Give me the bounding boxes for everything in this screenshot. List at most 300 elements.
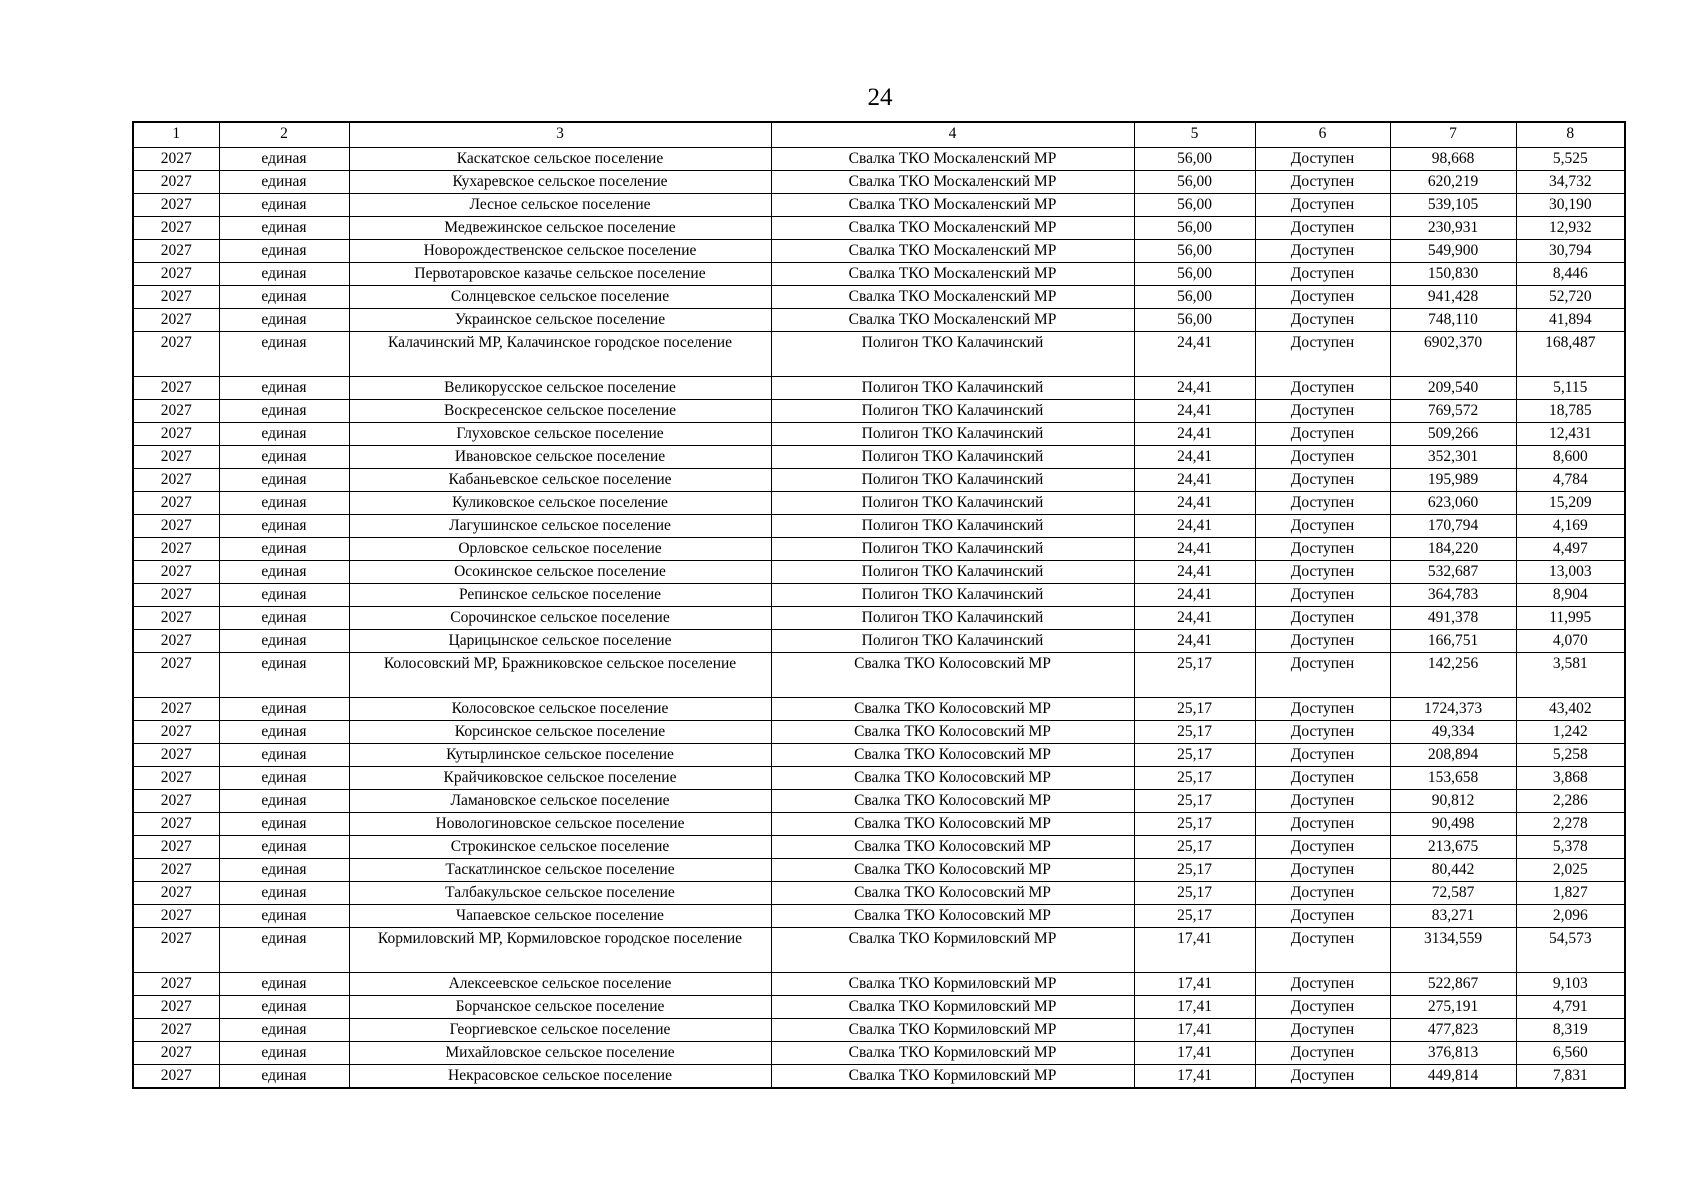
facility-cell: Свалка ТКО Колосовский МР	[771, 836, 1134, 859]
mass-cell: 5,378	[1516, 836, 1625, 859]
mass-cell: 15,209	[1516, 492, 1625, 515]
year-cell: 2027	[133, 240, 219, 263]
distance-cell: 56,00	[1134, 217, 1255, 240]
mass-cell: 13,003	[1516, 561, 1625, 584]
mass-cell: 30,794	[1516, 240, 1625, 263]
table-row	[133, 973, 1625, 996]
settlement-cell: Новорождественское сельское поселение	[349, 240, 771, 263]
settlement-cell: Царицынское сельское поселение	[349, 630, 771, 653]
distance-cell: 25,17	[1134, 882, 1255, 905]
year-cell: 2027	[133, 607, 219, 630]
facility-cell: Свалка ТКО Колосовский МР	[771, 721, 1134, 744]
year-cell: 2027	[133, 790, 219, 813]
volume-cell: 477,823	[1390, 1019, 1516, 1042]
settlement-cell: Крайчиковское сельское поселение	[349, 767, 771, 790]
distance-cell: 56,00	[1134, 263, 1255, 286]
status-cell: Доступен	[1255, 584, 1390, 607]
type-cell: единая	[219, 744, 349, 767]
mass-cell: 8,600	[1516, 446, 1625, 469]
table-row	[133, 928, 1625, 973]
mass-cell: 30,190	[1516, 194, 1625, 217]
mass-cell: 1,242	[1516, 721, 1625, 744]
facility-cell: Свалка ТКО Кормиловский МР	[771, 973, 1134, 996]
settlement-cell: Строкинское сельское поселение	[349, 836, 771, 859]
year-cell: 2027	[133, 630, 219, 653]
type-cell: единая	[219, 492, 349, 515]
volume-cell: 153,658	[1390, 767, 1516, 790]
status-cell: Доступен	[1255, 377, 1390, 400]
distance-cell: 24,41	[1134, 630, 1255, 653]
data-table	[132, 121, 1626, 1089]
facility-cell: Свалка ТКО Колосовский МР	[771, 905, 1134, 928]
mass-cell: 8,446	[1516, 263, 1625, 286]
table-row	[133, 836, 1625, 859]
mass-cell: 5,115	[1516, 377, 1625, 400]
settlement-cell: Каскатское сельское поселение	[349, 148, 771, 171]
table-row	[133, 767, 1625, 790]
status-cell: Доступен	[1255, 423, 1390, 446]
year-cell: 2027	[133, 515, 219, 538]
page-number: 24	[867, 84, 893, 111]
distance-cell: 24,41	[1134, 423, 1255, 446]
type-cell: единая	[219, 790, 349, 813]
volume-cell: 98,668	[1390, 148, 1516, 171]
table-row	[133, 309, 1625, 332]
settlement-cell: Алексеевское сельское поселение	[349, 973, 771, 996]
volume-cell: 49,334	[1390, 721, 1516, 744]
settlement-cell: Сорочинское сельское поселение	[349, 607, 771, 630]
table-row	[133, 744, 1625, 767]
year-cell: 2027	[133, 1042, 219, 1065]
facility-cell: Свалка ТКО Кормиловский МР	[771, 996, 1134, 1019]
table-row	[133, 790, 1625, 813]
facility-cell: Свалка ТКО Кормиловский МР	[771, 928, 1134, 973]
volume-cell: 3134,559	[1390, 928, 1516, 973]
volume-cell: 230,931	[1390, 217, 1516, 240]
year-cell: 2027	[133, 744, 219, 767]
volume-cell: 376,813	[1390, 1042, 1516, 1065]
table-row	[133, 698, 1625, 721]
type-cell: единая	[219, 813, 349, 836]
distance-cell: 56,00	[1134, 148, 1255, 171]
year-cell: 2027	[133, 286, 219, 309]
volume-cell: 166,751	[1390, 630, 1516, 653]
status-cell: Доступен	[1255, 515, 1390, 538]
distance-cell: 17,41	[1134, 928, 1255, 973]
status-cell: Доступен	[1255, 309, 1390, 332]
distance-cell: 25,17	[1134, 744, 1255, 767]
table-row	[133, 859, 1625, 882]
table-row	[133, 400, 1625, 423]
settlement-cell: Кормиловский МР, Кормиловское городское поселение	[349, 928, 771, 973]
mass-cell: 18,785	[1516, 400, 1625, 423]
table-row	[133, 446, 1625, 469]
distance-cell: 56,00	[1134, 240, 1255, 263]
table-body	[133, 148, 1625, 1089]
facility-cell: Свалка ТКО Колосовский МР	[771, 653, 1134, 698]
status-cell: Доступен	[1255, 538, 1390, 561]
table-row	[133, 721, 1625, 744]
volume-cell: 195,989	[1390, 469, 1516, 492]
mass-cell: 4,070	[1516, 630, 1625, 653]
status-cell: Доступен	[1255, 698, 1390, 721]
type-cell: единая	[219, 377, 349, 400]
column-header: 8	[1516, 122, 1625, 148]
distance-cell: 25,17	[1134, 859, 1255, 882]
mass-cell: 12,431	[1516, 423, 1625, 446]
settlement-cell: Репинское сельское поселение	[349, 584, 771, 607]
year-cell: 2027	[133, 836, 219, 859]
distance-cell: 17,41	[1134, 996, 1255, 1019]
status-cell: Доступен	[1255, 446, 1390, 469]
settlement-cell: Некрасовское сельское поселение	[349, 1065, 771, 1089]
status-cell: Доступен	[1255, 630, 1390, 653]
mass-cell: 34,732	[1516, 171, 1625, 194]
facility-cell: Свалка ТКО Колосовский МР	[771, 744, 1134, 767]
mass-cell: 8,904	[1516, 584, 1625, 607]
settlement-cell: Ивановское сельское поселение	[349, 446, 771, 469]
status-cell: Доступен	[1255, 492, 1390, 515]
distance-cell: 24,41	[1134, 446, 1255, 469]
mass-cell: 11,995	[1516, 607, 1625, 630]
facility-cell: Свалка ТКО Москаленский МР	[771, 263, 1134, 286]
settlement-cell: Осокинское сельское поселение	[349, 561, 771, 584]
volume-cell: 90,498	[1390, 813, 1516, 836]
facility-cell: Свалка ТКО Кормиловский МР	[771, 1042, 1134, 1065]
status-cell: Доступен	[1255, 607, 1390, 630]
type-cell: единая	[219, 446, 349, 469]
volume-cell: 539,105	[1390, 194, 1516, 217]
facility-cell: Свалка ТКО Колосовский МР	[771, 767, 1134, 790]
year-cell: 2027	[133, 721, 219, 744]
mass-cell: 4,791	[1516, 996, 1625, 1019]
type-cell: единая	[219, 1065, 349, 1089]
volume-cell: 491,378	[1390, 607, 1516, 630]
distance-cell: 24,41	[1134, 538, 1255, 561]
facility-cell: Свалка ТКО Колосовский МР	[771, 882, 1134, 905]
year-cell: 2027	[133, 928, 219, 973]
table-header-row	[133, 122, 1625, 148]
distance-cell: 25,17	[1134, 698, 1255, 721]
column-header: 2	[219, 122, 349, 148]
settlement-cell: Орловское сельское поселение	[349, 538, 771, 561]
facility-cell: Свалка ТКО Колосовский МР	[771, 790, 1134, 813]
distance-cell: 25,17	[1134, 790, 1255, 813]
settlement-cell: Новологиновское сельское поселение	[349, 813, 771, 836]
volume-cell: 213,675	[1390, 836, 1516, 859]
distance-cell: 24,41	[1134, 492, 1255, 515]
settlement-cell: Лагушинское сельское поселение	[349, 515, 771, 538]
status-cell: Доступен	[1255, 194, 1390, 217]
table-row	[133, 607, 1625, 630]
facility-cell: Свалка ТКО Колосовский МР	[771, 813, 1134, 836]
year-cell: 2027	[133, 263, 219, 286]
year-cell: 2027	[133, 148, 219, 171]
year-cell: 2027	[133, 996, 219, 1019]
table-row	[133, 263, 1625, 286]
year-cell: 2027	[133, 653, 219, 698]
type-cell: единая	[219, 630, 349, 653]
year-cell: 2027	[133, 584, 219, 607]
mass-cell: 168,487	[1516, 332, 1625, 377]
distance-cell: 25,17	[1134, 721, 1255, 744]
year-cell: 2027	[133, 171, 219, 194]
facility-cell: Полигон ТКО Калачинский	[771, 492, 1134, 515]
table-row	[133, 469, 1625, 492]
volume-cell: 184,220	[1390, 538, 1516, 561]
volume-cell: 941,428	[1390, 286, 1516, 309]
year-cell: 2027	[133, 859, 219, 882]
settlement-cell: Воскресенское сельское поселение	[349, 400, 771, 423]
distance-cell: 24,41	[1134, 400, 1255, 423]
distance-cell: 56,00	[1134, 286, 1255, 309]
distance-cell: 25,17	[1134, 836, 1255, 859]
mass-cell: 8,319	[1516, 1019, 1625, 1042]
settlement-cell: Украинское сельское поселение	[349, 309, 771, 332]
volume-cell: 620,219	[1390, 171, 1516, 194]
mass-cell: 54,573	[1516, 928, 1625, 973]
table-row	[133, 630, 1625, 653]
year-cell: 2027	[133, 400, 219, 423]
type-cell: единая	[219, 973, 349, 996]
status-cell: Доступен	[1255, 1019, 1390, 1042]
mass-cell: 12,932	[1516, 217, 1625, 240]
mass-cell: 2,096	[1516, 905, 1625, 928]
settlement-cell: Ламановское сельское поселение	[349, 790, 771, 813]
type-cell: единая	[219, 996, 349, 1019]
column-header: 5	[1134, 122, 1255, 148]
type-cell: единая	[219, 217, 349, 240]
settlement-cell: Корсинское сельское поселение	[349, 721, 771, 744]
facility-cell: Полигон ТКО Калачинский	[771, 561, 1134, 584]
mass-cell: 5,258	[1516, 744, 1625, 767]
type-cell: единая	[219, 423, 349, 446]
column-header: 3	[349, 122, 771, 148]
table-row	[133, 515, 1625, 538]
settlement-cell: Колосовское сельское поселение	[349, 698, 771, 721]
year-cell: 2027	[133, 882, 219, 905]
mass-cell: 4,169	[1516, 515, 1625, 538]
facility-cell: Свалка ТКО Москаленский МР	[771, 240, 1134, 263]
table-row	[133, 1065, 1625, 1089]
status-cell: Доступен	[1255, 148, 1390, 171]
facility-cell: Свалка ТКО Москаленский МР	[771, 194, 1134, 217]
year-cell: 2027	[133, 217, 219, 240]
year-cell: 2027	[133, 377, 219, 400]
facility-cell: Свалка ТКО Москаленский МР	[771, 309, 1134, 332]
type-cell: единая	[219, 928, 349, 973]
settlement-cell: Калачинский МР, Калачинское городское поселение	[349, 332, 771, 377]
distance-cell: 24,41	[1134, 377, 1255, 400]
type-cell: единая	[219, 653, 349, 698]
settlement-cell: Таскатлинское сельское поселение	[349, 859, 771, 882]
volume-cell: 6902,370	[1390, 332, 1516, 377]
settlement-cell: Кабаньевское сельское поселение	[349, 469, 771, 492]
distance-cell: 56,00	[1134, 194, 1255, 217]
status-cell: Доступен	[1255, 171, 1390, 194]
facility-cell: Свалка ТКО Кормиловский МР	[771, 1065, 1134, 1089]
table-row	[133, 905, 1625, 928]
volume-cell: 748,110	[1390, 309, 1516, 332]
type-cell: единая	[219, 194, 349, 217]
table-row	[133, 492, 1625, 515]
type-cell: единая	[219, 905, 349, 928]
facility-cell: Полигон ТКО Калачинский	[771, 469, 1134, 492]
year-cell: 2027	[133, 469, 219, 492]
volume-cell: 170,794	[1390, 515, 1516, 538]
table-row	[133, 377, 1625, 400]
status-cell: Доступен	[1255, 263, 1390, 286]
facility-cell: Полигон ТКО Калачинский	[771, 400, 1134, 423]
volume-cell: 275,191	[1390, 996, 1516, 1019]
volume-cell: 90,812	[1390, 790, 1516, 813]
status-cell: Доступен	[1255, 767, 1390, 790]
settlement-cell: Медвежинское сельское поселение	[349, 217, 771, 240]
volume-cell: 208,894	[1390, 744, 1516, 767]
type-cell: единая	[219, 469, 349, 492]
volume-cell: 449,814	[1390, 1065, 1516, 1089]
status-cell: Доступен	[1255, 836, 1390, 859]
distance-cell: 56,00	[1134, 171, 1255, 194]
settlement-cell: Талбакульское сельское поселение	[349, 882, 771, 905]
type-cell: единая	[219, 240, 349, 263]
status-cell: Доступен	[1255, 928, 1390, 973]
distance-cell: 25,17	[1134, 653, 1255, 698]
facility-cell: Свалка ТКО Москаленский МР	[771, 286, 1134, 309]
table-row	[133, 813, 1625, 836]
status-cell: Доступен	[1255, 859, 1390, 882]
type-cell: единая	[219, 263, 349, 286]
table-row	[133, 996, 1625, 1019]
volume-cell: 549,900	[1390, 240, 1516, 263]
settlement-cell: Кутырлинское сельское поселение	[349, 744, 771, 767]
facility-cell: Свалка ТКО Москаленский МР	[771, 171, 1134, 194]
settlement-cell: Первотаровское казачье сельское поселение	[349, 263, 771, 286]
mass-cell: 1,827	[1516, 882, 1625, 905]
settlement-cell: Чапаевское сельское поселение	[349, 905, 771, 928]
facility-cell: Свалка ТКО Колосовский МР	[771, 859, 1134, 882]
type-cell: единая	[219, 286, 349, 309]
volume-cell: 150,830	[1390, 263, 1516, 286]
type-cell: единая	[219, 859, 349, 882]
status-cell: Доступен	[1255, 882, 1390, 905]
mass-cell: 2,025	[1516, 859, 1625, 882]
status-cell: Доступен	[1255, 721, 1390, 744]
year-cell: 2027	[133, 423, 219, 446]
type-cell: единая	[219, 171, 349, 194]
settlement-cell: Лесное сельское поселение	[349, 194, 771, 217]
status-cell: Доступен	[1255, 996, 1390, 1019]
facility-cell: Полигон ТКО Калачинский	[771, 515, 1134, 538]
distance-cell: 17,41	[1134, 1019, 1255, 1042]
volume-cell: 769,572	[1390, 400, 1516, 423]
type-cell: единая	[219, 538, 349, 561]
status-cell: Доступен	[1255, 973, 1390, 996]
volume-cell: 209,540	[1390, 377, 1516, 400]
column-header: 1	[133, 122, 219, 148]
table-row	[133, 194, 1625, 217]
mass-cell: 43,402	[1516, 698, 1625, 721]
table-row	[133, 538, 1625, 561]
status-cell: Доступен	[1255, 240, 1390, 263]
status-cell: Доступен	[1255, 1042, 1390, 1065]
year-cell: 2027	[133, 538, 219, 561]
type-cell: единая	[219, 767, 349, 790]
volume-cell: 532,687	[1390, 561, 1516, 584]
year-cell: 2027	[133, 767, 219, 790]
facility-cell: Полигон ТКО Калачинский	[771, 423, 1134, 446]
settlement-cell: Солнцевское сельское поселение	[349, 286, 771, 309]
type-cell: единая	[219, 332, 349, 377]
mass-cell: 4,784	[1516, 469, 1625, 492]
mass-cell: 2,286	[1516, 790, 1625, 813]
year-cell: 2027	[133, 492, 219, 515]
table-row	[133, 286, 1625, 309]
volume-cell: 142,256	[1390, 653, 1516, 698]
volume-cell: 72,587	[1390, 882, 1516, 905]
facility-cell: Свалка ТКО Колосовский МР	[771, 698, 1134, 721]
mass-cell: 52,720	[1516, 286, 1625, 309]
status-cell: Доступен	[1255, 1065, 1390, 1089]
type-cell: единая	[219, 698, 349, 721]
year-cell: 2027	[133, 309, 219, 332]
settlement-cell: Куликовское сельское поселение	[349, 492, 771, 515]
facility-cell: Полигон ТКО Калачинский	[771, 630, 1134, 653]
table-row	[133, 1042, 1625, 1065]
type-cell: единая	[219, 607, 349, 630]
settlement-cell: Кухаревское сельское поселение	[349, 171, 771, 194]
facility-cell: Полигон ТКО Калачинский	[771, 377, 1134, 400]
table-row	[133, 423, 1625, 446]
type-cell: единая	[219, 515, 349, 538]
volume-cell: 83,271	[1390, 905, 1516, 928]
type-cell: единая	[219, 1019, 349, 1042]
distance-cell: 56,00	[1134, 309, 1255, 332]
status-cell: Доступен	[1255, 286, 1390, 309]
mass-cell: 4,497	[1516, 538, 1625, 561]
facility-cell: Полигон ТКО Калачинский	[771, 332, 1134, 377]
distance-cell: 25,17	[1134, 767, 1255, 790]
year-cell: 2027	[133, 1065, 219, 1089]
mass-cell: 6,560	[1516, 1042, 1625, 1065]
status-cell: Доступен	[1255, 217, 1390, 240]
type-cell: единая	[219, 309, 349, 332]
facility-cell: Полигон ТКО Калачинский	[771, 538, 1134, 561]
status-cell: Доступен	[1255, 400, 1390, 423]
settlement-cell: Георгиевское сельское поселение	[349, 1019, 771, 1042]
year-cell: 2027	[133, 973, 219, 996]
facility-cell: Полигон ТКО Калачинский	[771, 607, 1134, 630]
status-cell: Доступен	[1255, 813, 1390, 836]
column-header: 6	[1255, 122, 1390, 148]
table-row	[133, 584, 1625, 607]
distance-cell: 24,41	[1134, 561, 1255, 584]
distance-cell: 17,41	[1134, 1065, 1255, 1089]
status-cell: Доступен	[1255, 905, 1390, 928]
volume-cell: 1724,373	[1390, 698, 1516, 721]
type-cell: единая	[219, 400, 349, 423]
table-row	[133, 171, 1625, 194]
table-row	[133, 217, 1625, 240]
distance-cell: 24,41	[1134, 515, 1255, 538]
facility-cell: Полигон ТКО Калачинский	[771, 446, 1134, 469]
table-row	[133, 653, 1625, 698]
distance-cell: 25,17	[1134, 813, 1255, 836]
status-cell: Доступен	[1255, 653, 1390, 698]
facility-cell: Свалка ТКО Кормиловский МР	[771, 1019, 1134, 1042]
type-cell: единая	[219, 836, 349, 859]
volume-cell: 364,783	[1390, 584, 1516, 607]
